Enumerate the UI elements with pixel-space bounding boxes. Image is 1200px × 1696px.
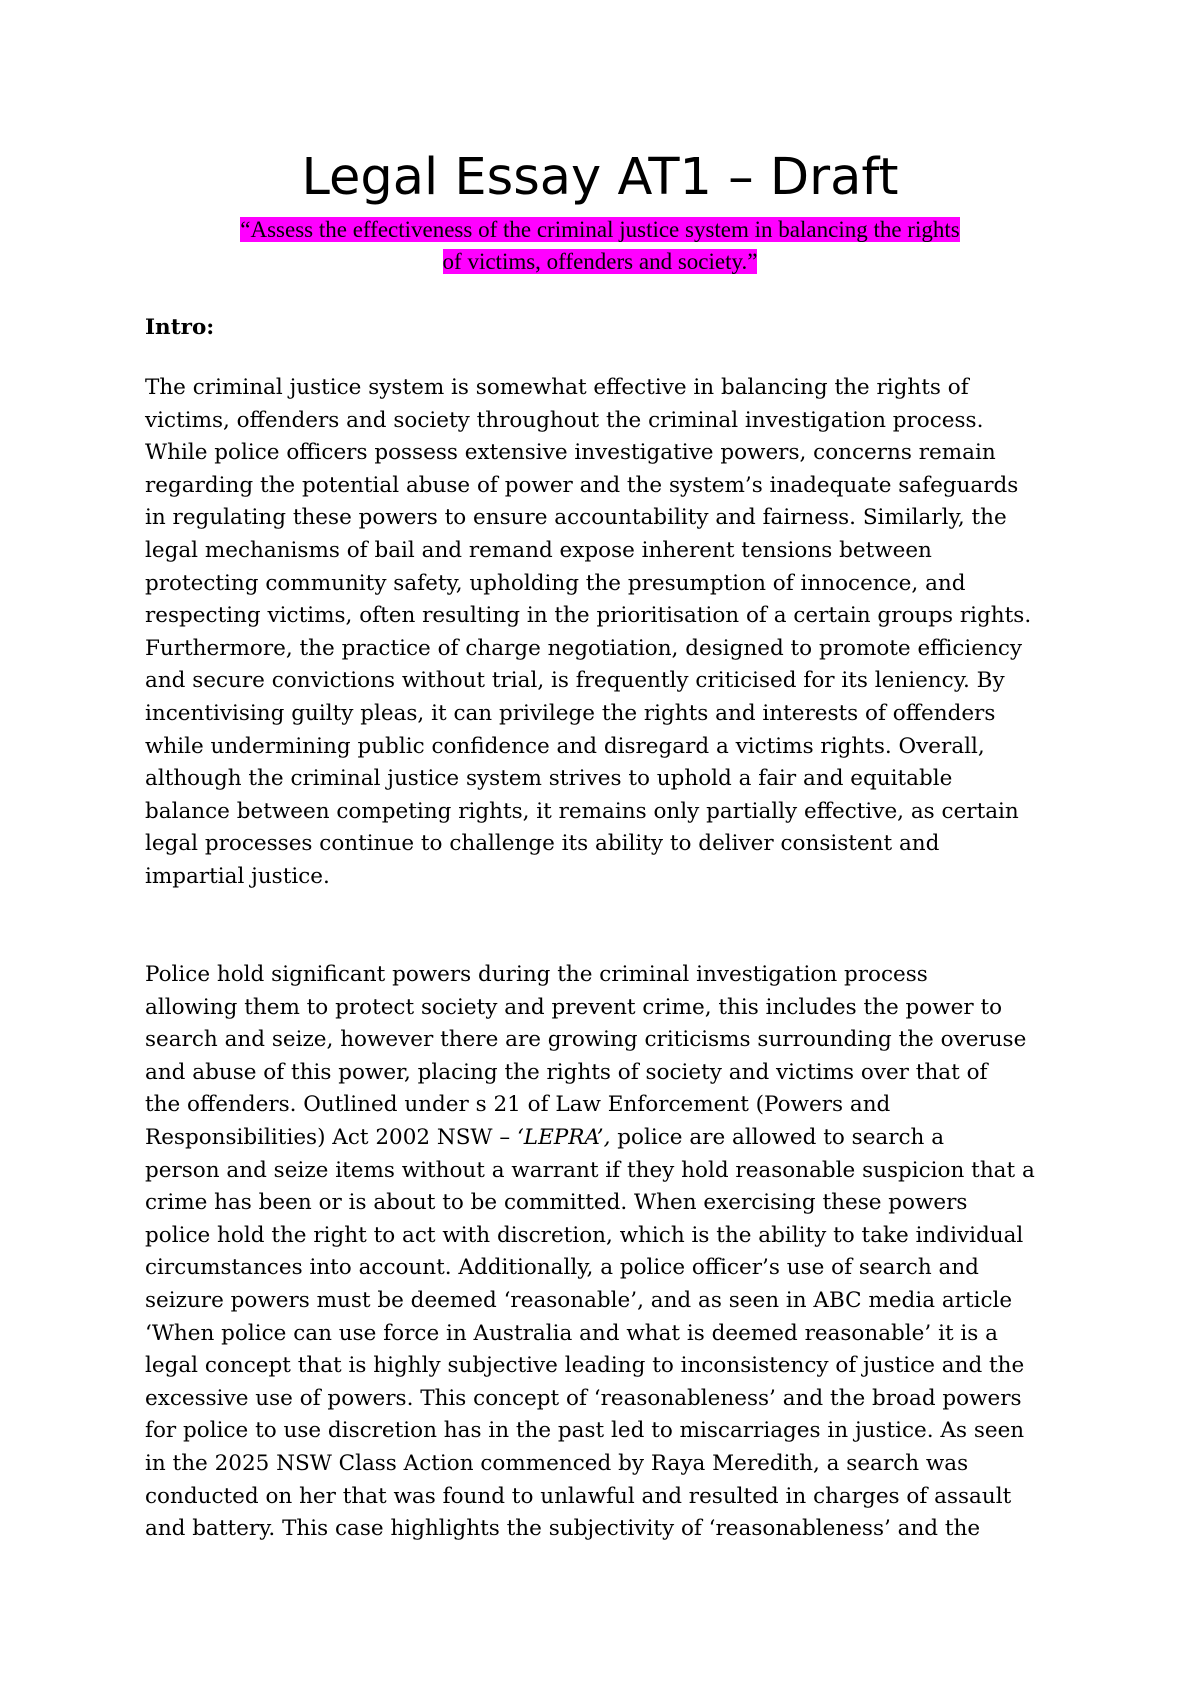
paragraph-line: excessive use of powers. This concept of ‘reasonableness’ and the broad powers xyxy=(145,1385,1022,1411)
paragraph-line: crime has been or is about to be committed. When exercising these powers xyxy=(145,1190,968,1216)
paragraph-line: ‘When police can use force in Australia and what is deemed reasonable’ it is a xyxy=(145,1320,998,1346)
paragraph-line: person and seize items without a warrant if they hold reasonable suspicion that a xyxy=(145,1157,1035,1183)
paragraph-line: search and seize, however there are growing criticisms surrounding the overuse xyxy=(145,1027,1027,1053)
paragraph-line: legal processes continue to challenge its ability to deliver consistent and xyxy=(145,831,940,857)
body-paragraph-police-powers xyxy=(145,959,1075,1546)
paragraph-line: while undermining public confidence and disregard a victims rights. Overall, xyxy=(145,733,985,759)
paragraph-line: legal mechanisms of bail and remand expose inherent tensions between xyxy=(145,537,932,563)
paragraph-line: and secure convictions without trial, is frequently criticised for its leniency. By xyxy=(145,668,1005,694)
paragraph-line: seizure powers must be deemed ‘reasonable’, and as seen in ABC media article xyxy=(145,1287,1013,1313)
paragraph-line: circumstances into account. Additionally, a police officer’s use of search and xyxy=(145,1255,979,1281)
line-text-before: Responsibilities) Act 2002 NSW – xyxy=(145,1124,517,1150)
paragraph-line: for police to use discretion has in the past led to miscarriages in justice. As seen xyxy=(145,1418,1025,1444)
paragraph-line: and abuse of this power, placing the rights of society and victims over that of xyxy=(145,1059,988,1085)
paragraph-line: Police hold significant powers during the criminal investigation process xyxy=(145,962,928,987)
paragraph-line: Furthermore, the practice of charge negotiation, designed to promote efficiency xyxy=(145,635,1023,661)
section-heading-intro: Intro: xyxy=(145,315,215,340)
paragraph-line: allowing them to protect society and prevent crime, this includes the power to xyxy=(145,994,1003,1020)
paragraph-line: respecting victims, often resulting in the prioritisation of a certain groups rights. xyxy=(145,603,1032,629)
paragraph-line: and battery. This case highlights the subjectivity of ‘reasonableness’ and the xyxy=(145,1516,981,1542)
paragraph-line: While police officers possess extensive investigative powers, concerns remain xyxy=(145,440,996,466)
paragraph-line: incentivising guilty pleas, it can privilege the rights and interests of offenders xyxy=(145,700,996,726)
paragraph-line: balance between competing rights, it remains only partially effective, as certain xyxy=(145,798,1019,824)
essay-question xyxy=(140,214,1060,278)
paragraph-line: protecting community safety, upholding the presumption of innocence, and xyxy=(145,570,966,596)
line-text-after: police are allowed to search a xyxy=(610,1124,945,1150)
intro-paragraph xyxy=(145,372,1075,894)
paragraph-line: in regulating these powers to ensure accountability and fairness. Similarly, the xyxy=(145,505,1007,531)
paragraph-line: victims, offenders and society throughout the criminal investigation process. xyxy=(145,407,984,433)
document-title: Legal Essay AT1 – Draft xyxy=(301,148,899,207)
paragraph-line: The criminal justice system is somewhat effective in balancing the rights of xyxy=(145,375,969,400)
paragraph-line: regarding the potential abuse of power and the system’s inadequate safeguards xyxy=(145,472,1019,498)
paragraph-line: the offenders. Outlined under s 21 of Law Enforcement (Powers and xyxy=(145,1092,891,1118)
paragraph-line: conducted on her that was found to unlawful and resulted in charges of assault xyxy=(145,1483,1012,1509)
paragraph-line: impartial justice. xyxy=(145,863,330,889)
paragraph-line: police hold the right to act with discretion, which is the ability to take individual xyxy=(145,1222,1024,1248)
paragraph-line: in the 2025 NSW Class Action commenced by Raya Meredith, a search was xyxy=(145,1450,969,1476)
essay-question-line-1: “Assess the effectiveness of the criminal justice system in balancing the rights xyxy=(240,217,960,242)
essay-question-line-2: of victims, offenders and society.” xyxy=(442,249,758,274)
lepra-italic: ‘LEPRA’, xyxy=(516,1124,611,1150)
paragraph-line: legal concept that is highly subjective leading to inconsistency of justice and the xyxy=(145,1353,1025,1379)
paragraph-line-lepra xyxy=(145,1122,1075,1155)
paragraph-line: although the criminal justice system strives to uphold a fair and equitable xyxy=(145,766,953,792)
